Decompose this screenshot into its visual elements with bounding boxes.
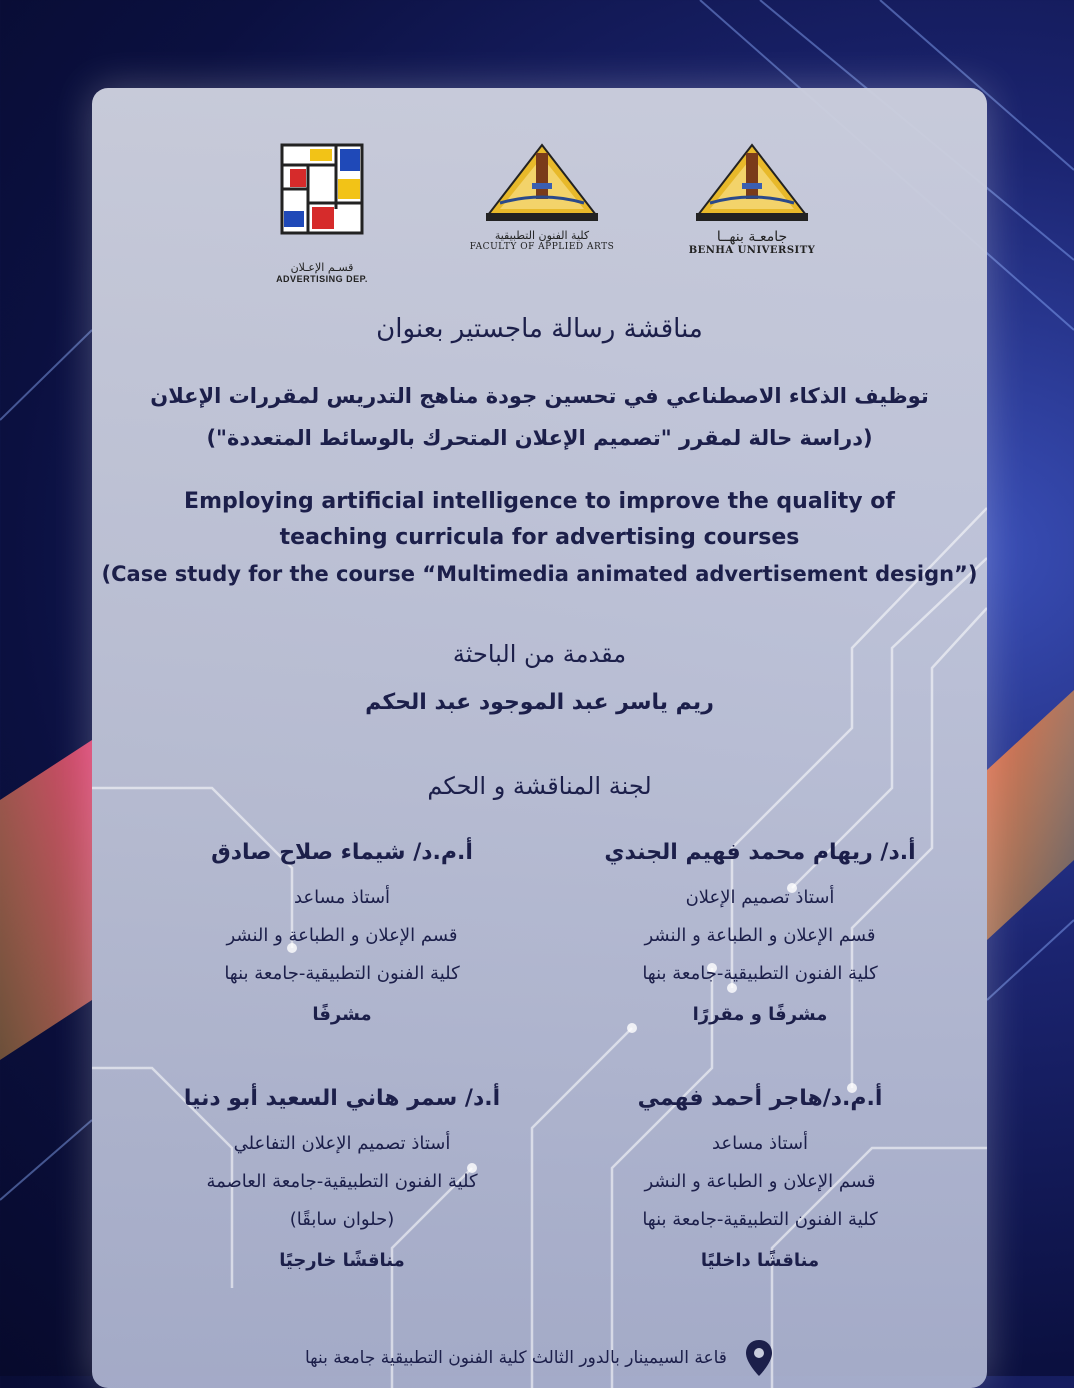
committee-member — [152, 1086, 532, 1283]
member-role: مشرفًا — [312, 1004, 372, 1025]
member-department: قسم الإعلان و الطباعة و النشر — [226, 925, 458, 946]
faculty-crest-icon — [486, 143, 598, 223]
member-name: أ.م.د/ شيماء صلاح صادق — [211, 840, 473, 865]
committee-member — [570, 1086, 950, 1283]
member-faculty: كلية الفنون التطبيقية-جامعة بنها — [642, 963, 878, 984]
faculty-logo-en: FACULTY OF APPLIED ARTS — [469, 242, 615, 252]
member-title: أستاذ مساعد — [293, 887, 391, 908]
discussion-title: مناقشة رسالة ماجستير بعنوان — [376, 314, 703, 344]
member-department: قسم الإعلان و الطباعة و النشر — [644, 1171, 876, 1192]
committee-member — [152, 840, 532, 1037]
member-faculty: كلية الفنون التطبيقية-جامعة بنها — [224, 963, 460, 984]
university-crest-icon — [696, 143, 808, 223]
member-title: أستاذ تصميم الإعلان التفاعلي — [233, 1133, 451, 1154]
member-faculty: كلية الفنون التطبيقية-جامعة العاصمة — [206, 1171, 478, 1192]
faculty-logo-ar: كلية الفنون التطبيقية — [494, 229, 590, 242]
advertising-logo-mark — [280, 143, 364, 255]
thesis-title-en-line3: (Case study for the course “Multimedia animated advertisement design”) — [101, 562, 978, 586]
member-role: مناقشًا داخليًا — [700, 1250, 820, 1271]
member-name: أ.م.د/هاجر أحمد فهمي — [637, 1086, 883, 1111]
member-name: أ.د/ سمر هاني السعيد أبو دنيا — [183, 1086, 501, 1111]
thesis-title-en-line1: Employing artificial intelligence to improve the quality of — [184, 489, 895, 514]
advertising-dep-logo — [262, 143, 382, 284]
university-logo-ar: جامعـة بنهــا — [716, 229, 788, 245]
member-title: أستاذ مساعد — [711, 1133, 809, 1154]
member-role: مشرفًا و مقررًا — [692, 1004, 828, 1025]
committee-member — [570, 840, 950, 1037]
thesis-title-ar-line1: توظيف الذكاء الاصطناعي في تحسين جودة مناهج التدريس لمقررات الإعلان — [150, 384, 929, 408]
map-pin-icon — [744, 1338, 774, 1378]
advertising-logo-en: ADVERTISING DEP. — [276, 274, 368, 284]
university-logo-en: BENHA UNIVERSITY — [688, 245, 816, 256]
member-role: مناقشًا خارجيًا — [279, 1250, 405, 1271]
thesis-title-en-line2: teaching curricula for advertising courses — [279, 525, 800, 550]
location — [92, 1338, 987, 1378]
thesis-title-ar-line2: (دراسة حالة لمقرر "تصميم الإعلان المتحرك بالوسائط المتعددة") — [206, 426, 873, 450]
member-note: (حلوان سابقًا) — [289, 1209, 395, 1230]
advertising-logo-ar: قسـم الإعـلان — [290, 261, 354, 274]
member-title: أستاذ تصميم الإعلان — [685, 887, 835, 908]
presenter-name: ريم ياسر عبد الموجود عبد الحكم — [365, 690, 714, 715]
university-logo — [677, 143, 827, 256]
member-department: قسم الإعلان و الطباعة و النشر — [644, 925, 876, 946]
presenter-label: مقدمة من الباحثة — [452, 640, 627, 668]
member-name: أ.د/ ريهام محمد فهيم الجندي — [604, 840, 916, 865]
member-faculty: كلية الفنون التطبيقية-جامعة بنها — [642, 1209, 878, 1230]
faculty-logo — [467, 143, 617, 252]
location-text: قاعة السيمينار بالدور الثالث كلية الفنون التطبيقية جامعة بنها — [304, 1348, 727, 1368]
invitation-card — [92, 88, 987, 1388]
committee-title: لجنة المناقشة و الحكم — [427, 772, 652, 800]
